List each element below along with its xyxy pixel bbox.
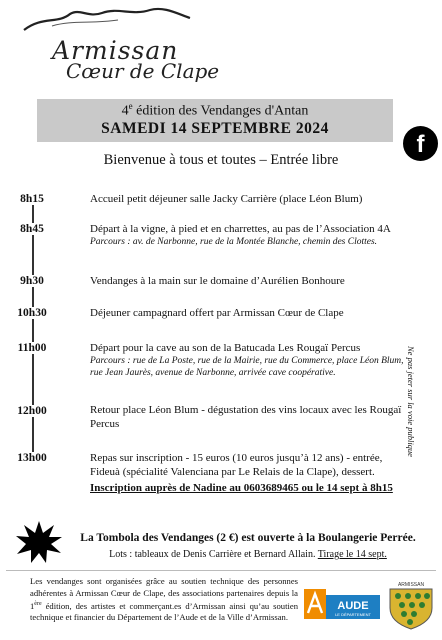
event-date: SAMEDI 14 SEPTEMBRE 2024 [101, 120, 329, 137]
tombola-headline: La Tombola des Vendanges (2 €) est ouverte à la Boulangerie Perrée. [80, 532, 416, 544]
time-13h00: 13h00 [14, 452, 50, 464]
tombola-draw-date: Tirage le 14 sept. [317, 549, 387, 560]
schedule-item: Vendanges à la main sur le domaine d’Aurélien Bonhoure [90, 275, 345, 287]
facebook-icon[interactable]: f [403, 126, 438, 161]
schedule-item: Repas sur inscription - 15 euros (10 euros jusqu’à 12 ans) - entrée, Fideuà (spécialité Valenciana par Le Relais de la Clape), dessert. Inscription auprès de Nadine au 0603689465 ou le 14 sept à 8h15 [90, 451, 410, 495]
logo-title: Armissan [52, 36, 179, 65]
footer-credits: Les vendanges sont organisées grâce au soutien technique des personnes adhérentes à Armissan Cœur de Clape, des associations partenaires depuis la 1ère édition, des artistes et commerçant.es d’Armissan ainsi qu’au soutien technique et financier du Département de l’Aude et de la Ville d’Armissan. [30, 576, 298, 623]
schedule-item: Départ pour la cave au son de la Batucada Les Rougaï Percus Parcours : rue de La Poste, rue de la Mairie, rue du Commerce, place Léon Blum, rue Jean Jaurès, avenue de Narbonne, arrivée cave coopérative. [90, 341, 410, 379]
mountain-logo-icon [22, 4, 192, 34]
edition-title: 4e édition des Vendanges d'Antan [121, 101, 309, 119]
aude-department-logo [304, 589, 380, 619]
armissan-label: ARMISSAN [397, 582, 425, 588]
route-detail: Parcours : av. de Narbonne, rue de la Montée Blanche, chemin des Clottes. [90, 237, 378, 247]
time-9h30: 9h30 [14, 275, 50, 287]
schedule-item: Accueil petit déjeuner salle Jacky Carrière (place Léon Blum) [90, 193, 363, 205]
aude-sublabel: LE DÉPARTEMENT [335, 612, 371, 617]
time-12h00: 12h00 [14, 405, 50, 417]
time-8h15: 8h15 [14, 193, 50, 205]
armissan-coat-of-arms [384, 580, 438, 630]
route-detail: Parcours : rue de La Poste, rue de la Mairie, rue du Commerce, place Léon Blum, rue Jean Jaurès, avenue de Narbonne, arrivée cave coopérative. [90, 356, 404, 378]
schedule-item: Retour place Léon Blum - dégustation des vins locaux avec les Rougaï Percus [90, 404, 402, 430]
time-11h00: 11h00 [14, 342, 50, 354]
timeline-line [32, 198, 34, 456]
time-8h45: 8h45 [14, 223, 50, 235]
schedule-item: Départ à la vigne, à pied et en charrettes, au pas de l’Association 4A Parcours : av. de Narbonne, rue de la Montée Blanche, chemin des Clottes. [90, 222, 410, 248]
tombola-lots: Lots : tableaux de Denis Carrière et Bernard Allain. Tirage le 14 sept. [109, 549, 387, 560]
welcome-text: Bienvenue à tous et toutes – Entrée libre [103, 152, 339, 168]
schedule-item: Déjeuner campagnard offert par Armissan Cœur de Clape [90, 307, 344, 319]
aude-label: AUDE [337, 600, 369, 612]
time-10h30: 10h30 [14, 307, 50, 319]
side-note: Ne pas jeter sur la voie publique [406, 346, 416, 457]
logo-subtitle: Cœur de Clape [66, 59, 220, 83]
divider [6, 570, 436, 571]
registration-note: Inscription auprès de Nadine au 0603689465 ou le 14 sept à 8h15 [90, 482, 393, 494]
starburst-icon [16, 521, 62, 563]
